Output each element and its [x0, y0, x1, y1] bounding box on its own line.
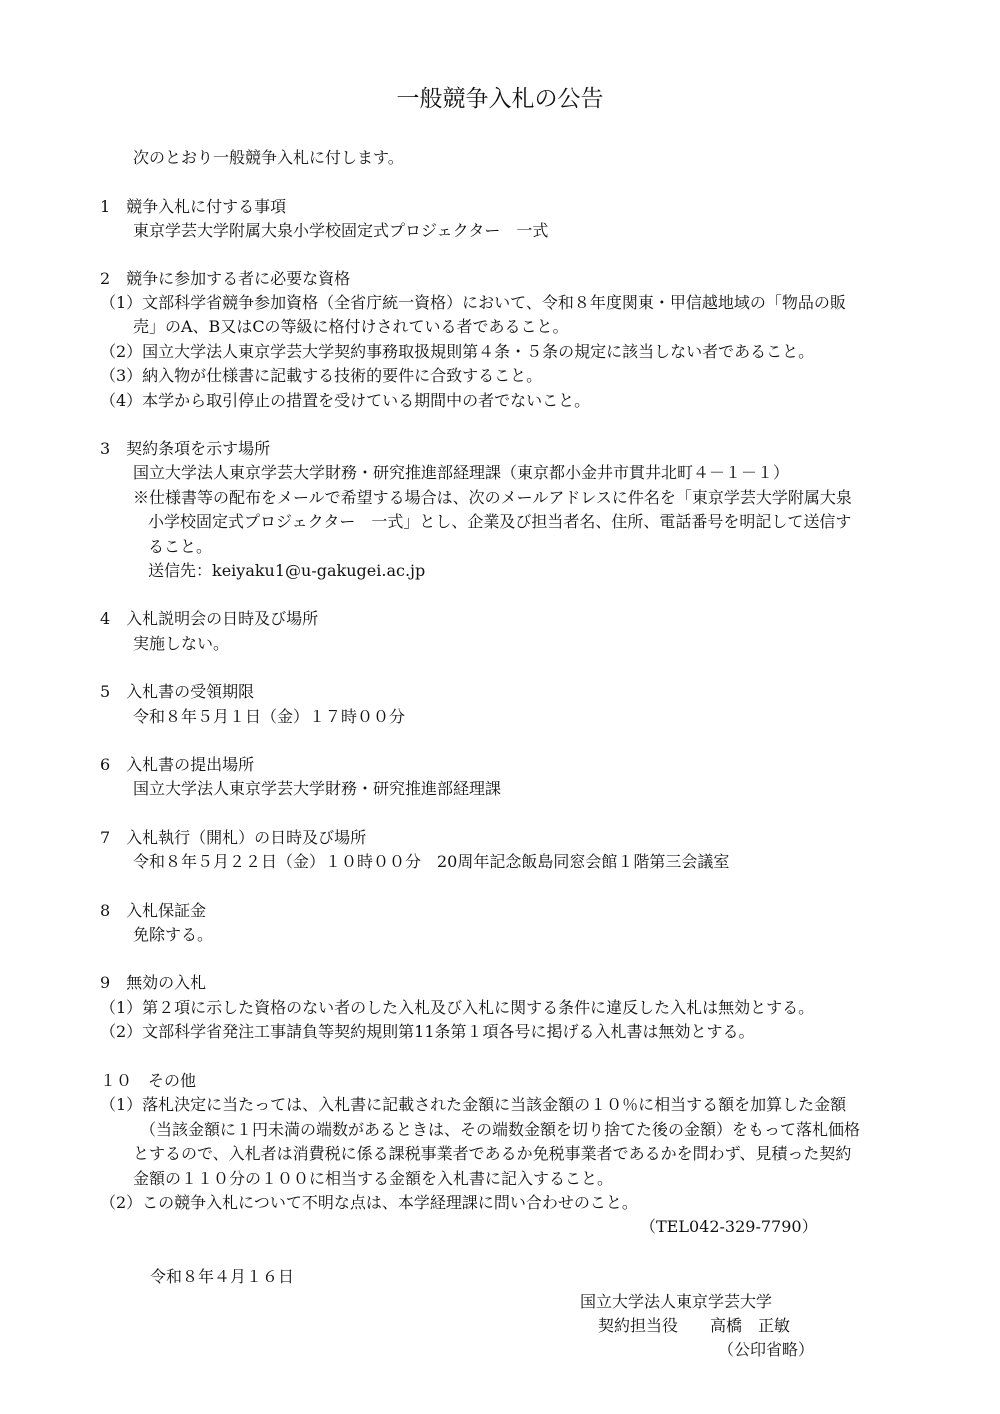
section-5-line: 令和８年５月１日（金）１７時００分	[133, 707, 406, 726]
section-10-line: （1）落札決定に当たっては、入札書に記載された金額に当該金額の１０％に相当する額を加算した金額	[100, 1095, 847, 1114]
section-10-line: 金額の１１０分の１００に相当する金額を入札書に記入すること。	[133, 1169, 614, 1188]
section-3-line: ※仕様書等の配布をメールで希望する場合は、次のメールアドレスに件名を「東京学芸大学附属大泉	[133, 488, 852, 507]
section-2-line: （4）本学から取引停止の措置を受けている期間中の者でないこと。	[100, 391, 591, 410]
section-9-heading: 9 無効の入札	[100, 973, 207, 992]
section-6-heading: 6 入札書の提出場所	[100, 755, 255, 774]
section-10-line: （当該金額に１円未満の端数があるときは、その端数金額を切り捨てた後の金額）をもって落札価格	[140, 1120, 861, 1139]
section-9-line: （1）第２項に示した資格のない者のした入札及び入札に関する条件に違反した入札は無効とする。	[100, 998, 815, 1017]
section-8-heading: 8 入札保証金	[100, 901, 207, 920]
section-3-line: 国立大学法人東京学芸大学財務・研究推進部経理課（東京都小金井市貫井北町４－１－１）	[133, 463, 790, 482]
section-10-heading: １０ その他	[100, 1071, 197, 1090]
section-1-heading: 1 競争入札に付する事項	[100, 197, 287, 216]
section-3-line: 小学校固定式プロジェクター 一式」とし、企業及び担当者名、住所、電話番号を明記して送信す	[148, 512, 852, 531]
section-8-line: 免除する。	[133, 925, 214, 944]
contact-phone: （TEL042-329-7790）	[640, 1217, 818, 1236]
section-10-line: とするので、入札者は消費税に係る課税事業者であるか免税事業者であるかを問わず、見積った契約	[133, 1144, 852, 1163]
section-3-line: ること。	[148, 537, 213, 556]
section-2-line: （1）文部科学省競争参加資格（全省庁統一資格）において、令和８年度関東・甲信越地域の「物品の販	[100, 293, 846, 312]
section-7-heading: 7 入札執行（開札）の日時及び場所	[100, 828, 367, 847]
section-2-heading: 2 競争に参加する者に必要な資格	[100, 269, 351, 288]
section-7-line: 令和８年５月２２日（金）１０時００分 20周年記念飯島同窓会館１階第三会議室	[133, 852, 730, 871]
section-1-line: 東京学芸大学附属大泉小学校固定式プロジェクター 一式	[133, 221, 549, 240]
section-10-line: （2）この競争入札について不明な点は、本学経理課に問い合わせのこと。	[100, 1193, 638, 1212]
notice-date: 令和８年４月１６日	[150, 1267, 295, 1286]
intro-text: 次のとおり一般競争入札に付します。	[133, 148, 404, 167]
section-2-line: （3）納入物が仕様書に記載する技術的要件に合致すること。	[100, 366, 543, 385]
section-4-line: 実施しない。	[133, 634, 230, 653]
seal-note: （公印省略）	[718, 1340, 815, 1359]
issuer-role-name: 契約担当役 高橋 正敏	[598, 1316, 791, 1335]
section-2-line: 売」のA、B又はCの等級に格付けされている者であること。	[133, 317, 569, 336]
section-4-heading: 4 入札説明会の日時及び場所	[100, 609, 319, 628]
email-address: 送信先：keiyaku1@u-gakugei.ac.jp	[148, 561, 426, 580]
section-2-line: （2）国立大学法人東京学芸大学契約事務取扱規則第４条・５条の規定に該当しない者であること。	[100, 342, 815, 361]
section-5-heading: 5 入札書の受領期限	[100, 682, 255, 701]
section-3-heading: 3 契約条項を示す場所	[100, 439, 271, 458]
section-6-line: 国立大学法人東京学芸大学財務・研究推進部経理課	[133, 779, 502, 798]
document-title: 一般競争入札の公告	[396, 86, 604, 112]
section-9-line: （2）文部科学省発注工事請負等契約規則第11条第１項各号に掲げる入札書は無効とする。	[100, 1022, 755, 1041]
issuer-organization: 国立大学法人東京学芸大学	[580, 1292, 773, 1311]
